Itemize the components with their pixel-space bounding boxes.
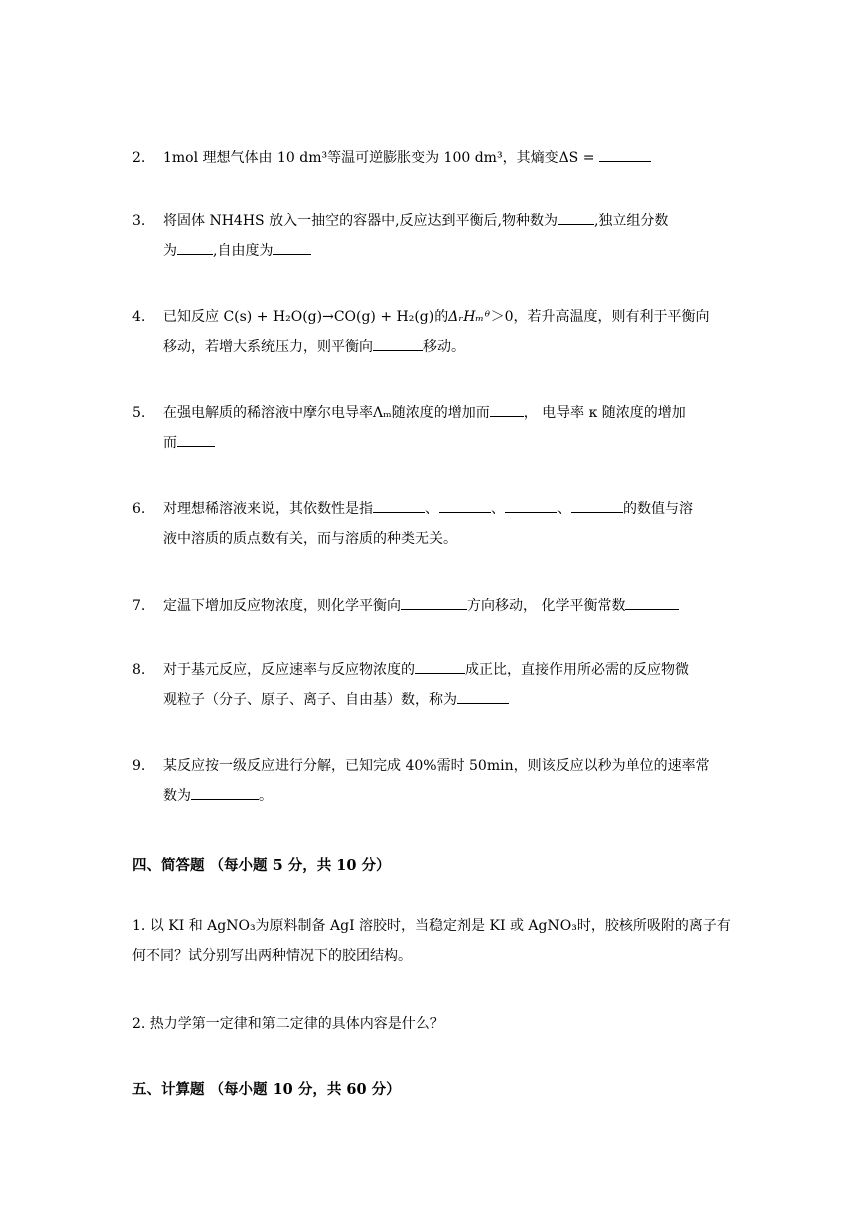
question-number: 6.: [132, 501, 146, 517]
separator: 、: [491, 501, 505, 517]
answer-blank[interactable]: [401, 595, 467, 610]
answer-blank[interactable]: [177, 240, 213, 255]
section-5-heading: 五、计算题 （每小题 10 分，共 60 分）: [132, 1081, 401, 1098]
question-number: 7.: [132, 598, 146, 614]
question-text: 1mol 理想气体由 10 dm³等温可逆膨胀变为 100 dm³，其熵变ΔS =: [163, 150, 595, 166]
question-number: 3.: [132, 213, 146, 229]
answer-blank[interactable]: [373, 336, 423, 351]
answer-blank[interactable]: [373, 498, 425, 513]
section-4-question-2: 2. 热力学第一定律和第二定律的具体内容是什么？: [132, 1016, 444, 1032]
answer-blank[interactable]: [439, 498, 491, 513]
question-text: 对理想稀溶液来说，其依数性是指: [163, 501, 373, 517]
question-number: 8.: [132, 662, 146, 678]
separator: 、: [557, 501, 571, 517]
answer-blank[interactable]: [273, 240, 311, 255]
section-4-question-1: [132, 911, 737, 971]
answer-blank[interactable]: [558, 210, 594, 225]
question-8: [132, 655, 737, 715]
question-3: [132, 206, 737, 266]
question-number: 9.: [132, 758, 146, 774]
question-text: 而: [163, 435, 177, 451]
question-9: [132, 751, 737, 811]
answer-blank[interactable]: [457, 689, 509, 704]
answer-blank[interactable]: [599, 147, 651, 162]
question-text: 成正比，直接作用所必需的反应物微: [465, 662, 689, 678]
answer-blank[interactable]: [490, 402, 524, 417]
enthalpy-symbol: ΔᵣHₘᶿ: [448, 309, 491, 325]
question-text: ＞0，若升高温度，则有利于平衡向: [490, 309, 710, 325]
question-4: [132, 302, 737, 362]
question-text: 已知反应 C(s) + H₂O(g)→CO(g) + H₂(g)的: [163, 309, 449, 325]
question-text: 某反应按一级反应进行分解，已知完成 40%需时 50min，则该反应以秒为单位的速率常: [163, 758, 710, 774]
question-number: 4.: [132, 309, 146, 325]
question-number: 5.: [132, 405, 146, 421]
question-text: 液中溶质的质点数有关，而与溶质的种类无关。: [163, 531, 457, 547]
question-text: 移动，若增大系统压力，则平衡向: [163, 339, 373, 355]
question-text: 为: [163, 243, 177, 259]
answer-blank[interactable]: [177, 432, 215, 447]
question-text: 将固体 NH4HS 放入一抽空的容器中,反应达到平衡后,物种数为: [163, 213, 558, 229]
answer-blank[interactable]: [505, 498, 557, 513]
answer-blank[interactable]: [571, 498, 623, 513]
question-text: ， 电导率 κ 随浓度的增加: [523, 405, 686, 421]
question-text: 1. 以 KI 和 AgNO₃为原料制备 AgI 溶胶时，当稳定剂是 KI 或 AgNO₃时，胶核所吸附的离子有: [132, 918, 731, 934]
question-number: 2.: [132, 150, 146, 166]
question-text: 移动。: [423, 339, 465, 355]
answer-blank[interactable]: [191, 785, 259, 800]
answer-blank[interactable]: [415, 659, 465, 674]
question-6: [132, 494, 737, 554]
question-text: 何不同？试分别写出两种情况下的胶团结构。: [132, 948, 412, 964]
answer-blank[interactable]: [625, 595, 679, 610]
question-text: 。: [259, 788, 273, 804]
question-text: 定温下增加反应物浓度，则化学平衡向: [163, 598, 401, 614]
question-text: 观粒子（分子、原子、离子、自由基）数，称为: [163, 692, 457, 708]
question-text: ,自由度为: [213, 243, 274, 259]
question-2: [132, 143, 737, 173]
question-text: 对于基元反应，反应速率与反应物浓度的: [163, 662, 415, 678]
question-text: ,独立组分数: [593, 213, 669, 229]
question-text: 方向移动， 化学平衡常数: [467, 598, 626, 614]
question-7: [132, 591, 737, 621]
separator: 、: [425, 501, 439, 517]
question-5: [132, 398, 737, 458]
question-text: 的数值与溶: [623, 501, 693, 517]
question-text: 在强电解质的稀溶液中摩尔电导率Λₘ随浓度的增加而: [163, 405, 490, 421]
section-4-heading: 四、简答题 （每小题 5 分，共 10 分）: [132, 857, 391, 874]
question-text: 数为: [163, 788, 191, 804]
